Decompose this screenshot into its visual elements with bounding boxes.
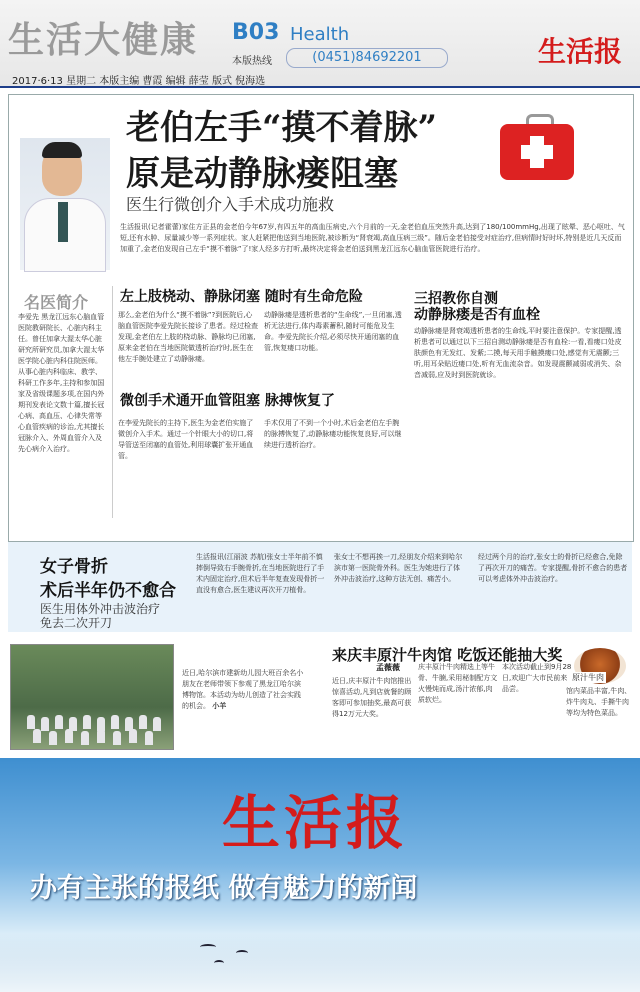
beef-restaurant-headline: 来庆丰原汁牛肉馆 吃饭还能抽大奖: [332, 646, 563, 664]
doctor-bio-title: 名医简介: [24, 293, 89, 312]
photo-caption: [182, 668, 306, 712]
section1-col2: 动静脉瘘是透析患者的“生命线”,一旦闭塞,透析无法进行,体内毒素蓄积,随时可能危及生命。李爱先院长介绍,必须尽快开通闭塞的血管,恢复瘘口功能。: [264, 311, 402, 352]
fracture-headline-line1: 女子骨折: [40, 557, 108, 577]
section1-heading: 左上肢桡动、静脉闭塞 随时有生命危险: [120, 289, 363, 305]
bird-icon: [236, 950, 248, 956]
beef-body-col3: 本次活动截止到9月28日,欢迎广大市民前来品尝。: [502, 663, 572, 693]
fracture-body-col1: 生活报讯(江丽波 苏航)张女士半年前不慎摔倒导致右手腕骨折,在当地医院进行了手术内固定治疗,但术后半年复查发现骨折一直没有愈合,医生建议再次开刀植骨。: [196, 553, 325, 594]
fracture-body-col3: 经过两个月的治疗,张女士的骨折已经愈合,免除了再次开刀的痛苦。专家提醒,骨折不愈合的患者可以考虑体外冲击波治疗。: [478, 553, 628, 583]
fracture-body-col2: 张女士不想再挨一刀,经朋友介绍来到哈尔滨市第一医院骨外科。医生为她进行了体外冲击波治疗,这种方法无创、痛苦小。: [334, 553, 463, 583]
first-aid-kit-icon: [500, 124, 574, 180]
promo-slogan: 办有主张的报纸 做有魅力的新闻: [30, 873, 418, 904]
section1-col1: 那么,金老伯为什么“摸不着脉”?到医院后,心脑血管医院李爱先院长接诊了患者。经过检查发现,金老伯左上肢的桡动脉、静脉均已闭塞,原来金老伯在当地医院做透析治疗时,医生在他左手腕处建立了动静脉瘘。: [118, 311, 258, 363]
doctor-hair: [42, 142, 82, 158]
fracture-subhead-line1: 医生用体外冲击波治疗: [40, 602, 161, 616]
beef-story-byline: 孟薇薇: [376, 663, 400, 672]
section3-body: 动静脉瘘是肾衰竭透析患者的生命线,平时要注意保护。专家提醒,透析患者可以通过以下三招自测动静脉瘘是否有血栓:一看,看瘘口处皮肤颜色有无发红、发紫;二摸,每天用手触摸瘘口处,感觉有无震颤;三听,用耳朵贴近瘘口处,听有无血流杂音。如发现震颤减弱或消失、杂音减弱,应及时到医院就诊。: [414, 327, 622, 379]
beef-dish-label: 原汁牛肉: [572, 673, 604, 682]
lead-headline-line1: 老伯左手“摸不着脉”: [126, 108, 438, 148]
fracture-headline-line2: 术后半年仍不愈合: [40, 581, 176, 601]
bird-icon: [200, 944, 216, 950]
kindergarten-group-photo: [10, 644, 174, 750]
beef-body-col1: 近日,庆丰原汁牛肉馆推出惊喜活动,凡到店就餐的顾客即可参加抽奖,最高可获得12万元大奖。: [332, 677, 412, 718]
section2-col2: 手术仅用了不到一个小时,术后金老伯左手腕的脉搏恢复了,动静脉瘘功能恢复良好,可以继续进行透析治疗。: [264, 419, 402, 449]
bird-icon: [214, 960, 224, 966]
hotline-number: (0451)84692201: [286, 48, 448, 68]
fracture-subhead-line2: 免去二次开刀: [40, 616, 113, 630]
page-english-title: Health: [290, 24, 350, 45]
doctor-bio-text: 李爱先 黑龙江远东心脑血管医院教研院长、心脏内科主任。曾任加拿大渥太华心脏研究所研究员,加拿大渥太华医学院心脏内科住院医师。从事心脏内科临床、教学、科研工作多年,主持和参加国家及省级课题多项,在国内外期刊发表论文数十篇,擅长冠心病、高血压、心律失常等心血管疾病的诊治,尤其擅长冠脉介入、外周血管介入及先心病介入治疗。: [18, 313, 105, 453]
section2-heading: 微创手术通开血管阻塞 脉搏恢复了: [120, 393, 335, 409]
promo-brand-logo: 生活报: [222, 789, 409, 857]
beef-body-col4: 馆内菜品丰富,牛肉、炸牛肉丸、手撕牛肉等均为特色菜品。: [566, 687, 632, 717]
section-title: 生活大健康: [8, 19, 199, 61]
hotline-label: 本版热线: [232, 56, 272, 67]
lead-headline-line2: 原是动静脉瘘阻塞: [126, 154, 398, 194]
beef-body-col2: 庆丰原汁牛肉精选上等牛骨、牛腩,采用秘制配方文火慢炖而成,汤汁浓郁,肉质软烂。: [418, 663, 498, 704]
lead-intro-paragraph: 生活报讯(记者霍蕾)家住方正县的金老伯今年67岁,有四五年的高血压病史,六个月前的一天,金老伯血压突然升高,达到了180/100mmHg,出现了眩晕、恶心呕吐、气短,还有水肿、尿量减少等一系列症状。家人赶紧把他送到当地医院,被诊断为“肾衰竭,高血压病三级”。随后金老伯接受对症治疗,但病情时好时坏,特别是近几天反而加重了,金老伯发现自己左手“摸不着脉”了!家人经多方打听,最终决定将金老伯送到黑龙江远东心脑血管医院进行治疗。: [120, 223, 625, 253]
section3-heading-line2: 动静脉瘘是否有血栓: [414, 307, 540, 323]
page-code: B03: [232, 20, 280, 45]
promo-clouds: [0, 930, 640, 992]
section2-col1: 在李爱先院长的主持下,医生为金老伯实施了微创介入手术。通过一个针眼大小的切口,将导管送至闭塞的血管处,利用球囊扩张开通血管。: [118, 419, 254, 460]
section3-heading-line1: 三招教你自测: [414, 291, 498, 307]
lead-subheadline: 医生行微创介入手术成功施救: [126, 195, 335, 214]
doctor-tie: [58, 202, 68, 242]
newspaper-brand-logo: 生活报: [538, 35, 623, 68]
dateline: 2017·6·13 星期二 本版主编 曹霞 编辑 薛莹 版式 倪海选: [12, 76, 266, 87]
photo-caption-text: 近日,哈尔滨市建新幼儿园大班百余名小朋友在老师带领下参观了黑龙江哈尔滨博物馆。本活动为幼儿创造了社会实践的机会。: [182, 669, 304, 710]
column-divider: [112, 286, 113, 518]
photo-credit: 小羊: [212, 702, 227, 710]
